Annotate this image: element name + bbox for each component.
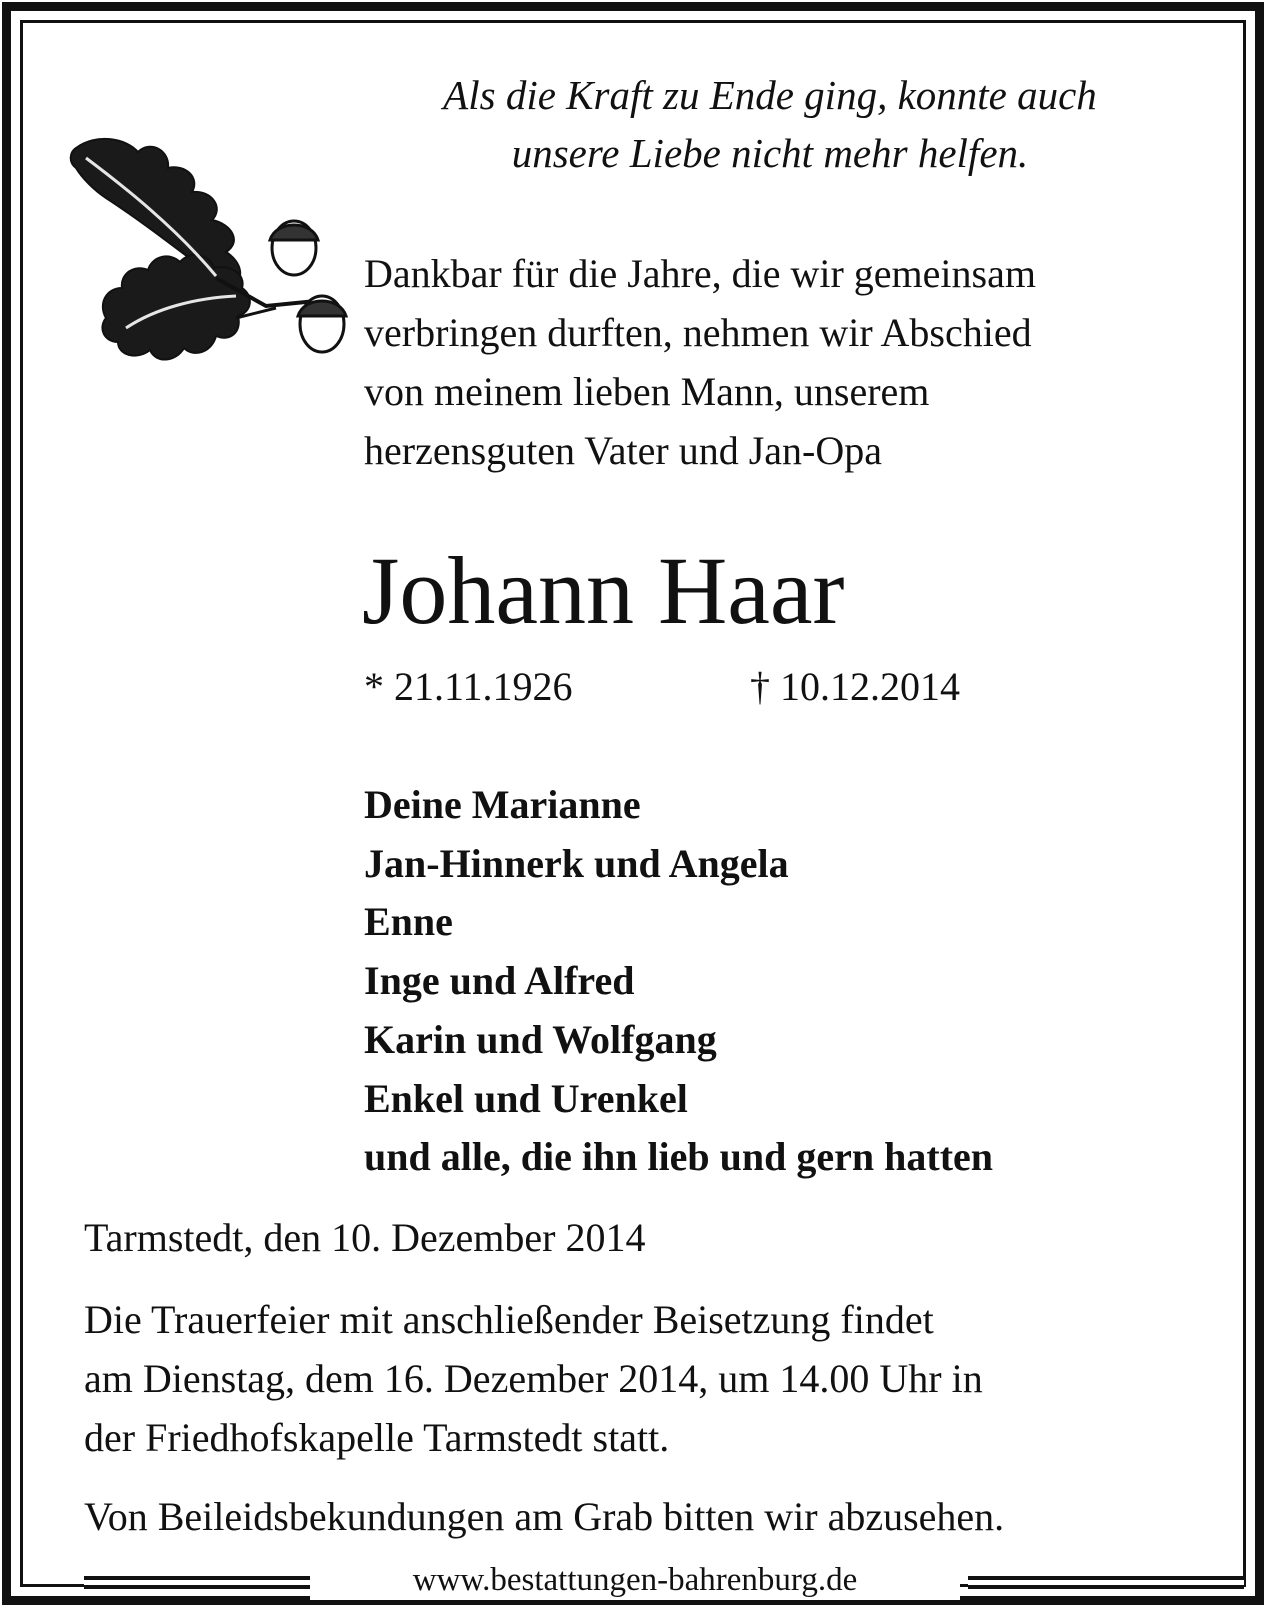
intro-line: von meinem lieben Mann, unserem — [364, 369, 930, 414]
ceremony-info — [84, 1290, 1234, 1467]
death-date: † 10.12.2014 — [750, 664, 960, 709]
mourner-line: Inge und Alfred — [364, 958, 635, 1004]
motto-line: unsere Liebe nicht mehr helfen. — [511, 130, 1029, 176]
deceased-name: Johann Haar — [362, 537, 845, 644]
mourner-line: Deine Marianne — [364, 782, 641, 827]
footer-rule-left — [84, 1576, 310, 1589]
ceremony-line: Die Trauerfeier mit anschließender Beisetzung findet — [84, 1297, 934, 1342]
mourner-line: Enne — [364, 899, 453, 945]
oak-leaf-acorn-icon — [66, 128, 356, 390]
ceremony-line: am Dienstag, dem 16. Dezember 2014, um 14.00 Uhr in — [84, 1356, 983, 1401]
mourner-line: Jan-Hinnerk und Angela — [364, 840, 789, 886]
intro-line: herzensguten Vater und Jan-Opa — [364, 428, 882, 473]
motto-verse — [340, 66, 1200, 182]
mourner-line: Karin und Wolfgang — [364, 1016, 717, 1062]
mourners-list — [364, 776, 993, 1187]
motto-line: Als die Kraft zu Ende ging, konnte auch — [443, 72, 1097, 118]
place-date: Tarmstedt, den 10. Dezember 2014 — [84, 1215, 646, 1260]
intro-text — [364, 244, 1244, 480]
birth-date: * 21.11.1926 — [364, 664, 573, 709]
footer-rule-right — [968, 1576, 1244, 1589]
mourner-line: und alle, die ihn lieb und gern hatten — [364, 1134, 994, 1180]
mourner-line: Enkel und Urenkel — [364, 1075, 688, 1121]
intro-line: verbringen durften, nehmen wir Abschied — [364, 310, 1032, 355]
condolence-note: Von Beileidsbekundungen am Grab bitten wir abzusehen. — [84, 1494, 1005, 1539]
intro-line: Dankbar für die Jahre, die wir gemeinsam — [364, 251, 1036, 296]
ceremony-line: der Friedhofskapelle Tarmstedt statt. — [84, 1415, 670, 1460]
footer-url-link[interactable]: www.bestattungen-bahrenburg.de — [310, 1560, 960, 1600]
